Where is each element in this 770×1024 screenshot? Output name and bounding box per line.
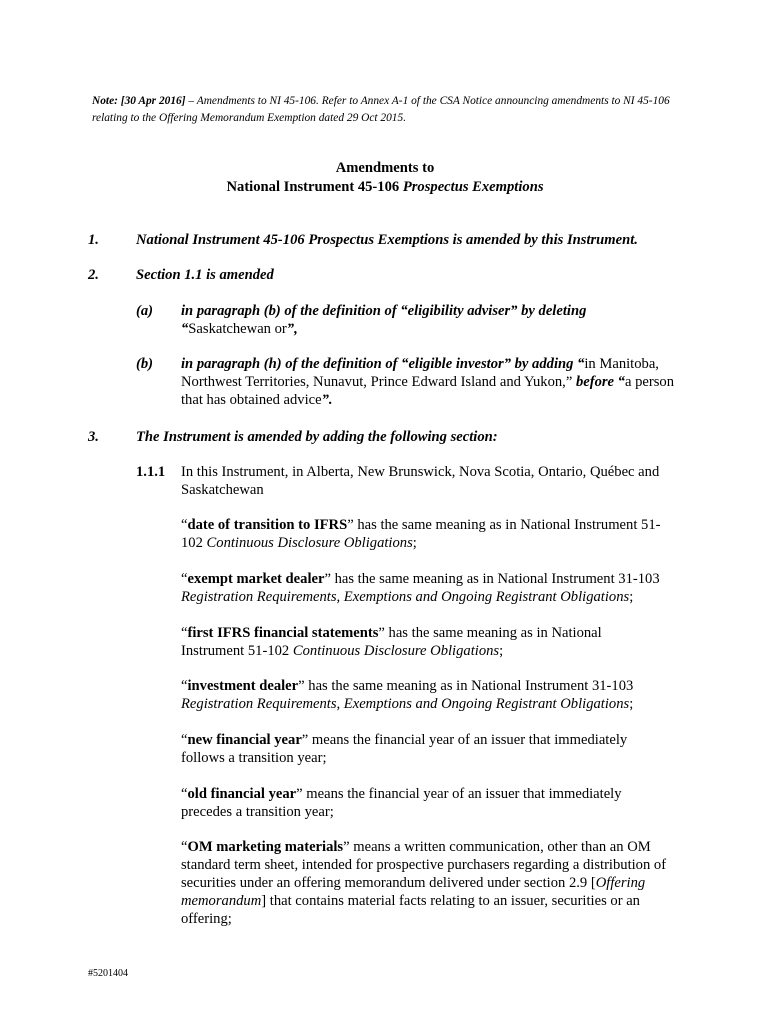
document-title — [0, 159, 770, 197]
item-2b-label: (b) — [136, 356, 154, 372]
section-number: 1.1.1 — [136, 464, 166, 480]
definition-new-financial-year: “new financial year” means the financial year of an issuer that immediately follows a transition year; — [181, 732, 628, 766]
definition-exempt-market-dealer: “exempt market dealer” has the same meaning as in National Instrument 31-103 Registration Requirements, Exemptions and Ongoing Registrant Obligations; — [181, 571, 660, 605]
amendment-note — [92, 93, 692, 127]
document-reference-number: #5201404 — [88, 968, 128, 979]
item-2-number: 2. — [88, 267, 99, 283]
item-2a-text: in paragraph (b) of the definition of “eligibility adviser” by deleting “Saskatchewan or”, — [181, 303, 587, 337]
item-2b-text: in paragraph (h) of the definition of “eligible investor” by adding “in Manitoba, Northwest Territories, Nunavut, Prince Edward Island and Yukon,” before “a person that has obtained advice”. — [181, 356, 675, 408]
definition-old-financial-year: “old financial year” means the financial year of an issuer that immediately precedes a transition year; — [181, 786, 622, 820]
title-line-2-italic: Prospectus Exemptions — [402, 179, 544, 195]
item-2a-label: (a) — [136, 303, 154, 319]
title-line-1: Amendments to — [335, 160, 435, 176]
item-3-number: 3. — [88, 429, 99, 445]
item-1-text: National Instrument 45-106 Prospectus Exemptions is amended by this Instrument. — [136, 232, 638, 248]
note-text: – Amendments to NI 45-106. Refer to Annex A-1 of the CSA Notice announcing amendments to NI 45-106 relating to the Offering Memorandum Exemption dated 29 Oct 2015. — [92, 95, 670, 124]
note-label: Note: [30 Apr 2016] — [92, 95, 186, 107]
definition-om-marketing-materials: “OM marketing materials” means a written communication, other than an OM standard term sheet, intended for prospective purchasers regarding a distribution of securities under an offering memorandum delivered under section 2.9 [Offering memorandum] that contains material facts relating to an issuer, securities or an offering; — [181, 839, 667, 927]
definition-date-of-transition: “date of transition to IFRS” has the same meaning as in National Instrument 51-102 Continuous Disclosure Obligations; — [181, 517, 661, 551]
title-line-2 — [0, 178, 770, 197]
title-line-2-plain: National Instrument 45-106 — [226, 179, 403, 195]
definition-first-ifrs-statements: “first IFRS financial statements” has the same meaning as in National Instrument 51-102 Continuous Disclosure Obligations; — [181, 625, 602, 659]
item-2-text: Section 1.1 is amended — [136, 267, 274, 283]
section-intro: In this Instrument, in Alberta, New Brunswick, Nova Scotia, Ontario, Québec and Saskatchewan — [181, 464, 660, 498]
item-1-number: 1. — [88, 232, 99, 248]
definition-investment-dealer: “investment dealer” has the same meaning as in National Instrument 31-103 Registration Requirements, Exemptions and Ongoing Registrant Obligations; — [181, 678, 634, 712]
item-3-text: The Instrument is amended by adding the following section: — [136, 429, 498, 445]
